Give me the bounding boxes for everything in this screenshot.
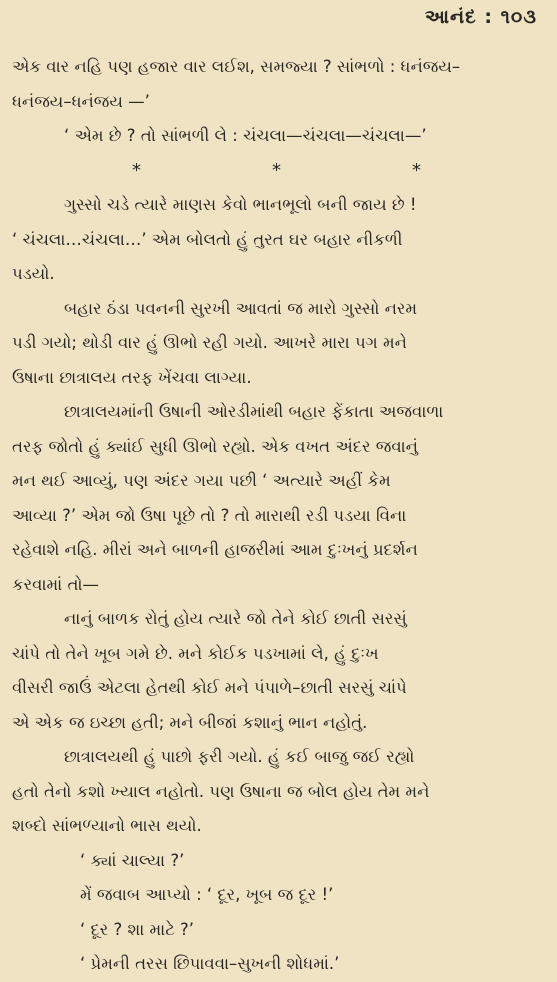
text-line: હતો તેનો કશો ખ્યાલ નહોતો. પણ ઉષાના જ બોલ હોય તેમ મને [12,781,430,801]
text-line: પડયો. [12,264,55,283]
text-line: ગુસ્સો ચડે ત્યારે માણસ કેવો ભાનભૂલો બની જાય છે ! [64,195,417,214]
text-line: આવ્યા ?’ એમ જો ઉષા પૂછે તો ? તો મારાથી રડી પડયા વિના [12,505,407,525]
text-line: કરવામાં તો— [12,574,100,594]
section-break-star: * [132,159,141,181]
section-break-star: * [272,159,281,181]
text-line: નાનું બાળક રોતું હોય ત્યારે જો તેને કોઈ છાતી સરસું [64,609,407,628]
dialogue-line: ‘ પ્રેમની તરસ છિપાવવા–સુખની શોધમાં.’ [80,954,340,973]
text-line: છાત્રાલયમાંની ઉષાની ઓરડીમાંથી બહાર ફેંકાતા અજવાળા [64,402,444,421]
text-line: ઉષાના છાત્રાલય તરફ ખેંચવા લાગ્યા. [12,367,252,387]
text-line: એ એક જ ઇચ્છા હતી; મને બીજાં કશાનું ભાન નહોતું. [12,712,368,732]
section-break [12,154,547,189]
text-line: ‘ એમ છે ? તો સાંભળી લે : ચંચલા—ચંચલા—ચંચલા—’ [64,126,427,145]
text-line: વીસરી જાઉં એટલા હેતથી કોઈ મને પંપાળે–છાતી સરસું ચાંપે [12,678,407,697]
text-line: ધનંજય–ધનંજય —’ [12,91,150,111]
body-text [12,50,547,982]
text-line: પડી ગયો; થોડી વાર હું ઊભો રહી ગયો. આખરે મારા પગ મને [12,333,407,352]
text-line: મન થઈ આવ્યું, પણ અંદર ગયા પછી ‘ અત્યારે અહીં કેમ [12,471,391,490]
text-line: ‘ ચંચલા…ચંચલા…’ એમ બોલતો હું તુરત ઘર બહાર નીકળી [12,229,403,249]
dialogue-line: ‘ ક્યાં ચાલ્યા ?’ [80,850,185,870]
dialogue-line: મેં જવાબ આપ્યો : ‘ દૂર, ખૂબ જ દૂર !’ [80,885,334,904]
section-break-star: * [412,159,421,181]
text-line: બહાર ઠંડા પવનની સુરખી આવતાં જ મારો ગુસ્સો નરમ [64,298,418,318]
text-line: શબ્દો સાંભળ્યાનો ભાસ થયો. [12,816,202,835]
text-line: છાત્રાલયથી હું પાછો ફરી ગયો. હું કઈ બાજુ જઈ રહ્યો [64,747,415,766]
text-line: તરફ જોતો હું ક્યાંઈ સુધી ઊભો રહ્યો. એક વખત અંદર જવાનું [12,436,418,456]
dialogue-line: ‘ દૂર ? શા માટે ?’ [80,919,195,939]
running-header: આનંદ : ૧૦૩ [424,6,537,28]
text-line: રહેવાશે નહિ. મીરાં અને બાળની હાજરીમાં આમ દુઃખનું પ્રદર્શન [12,540,418,559]
text-line: એક વાર નહિ પણ હજાર વાર લઈશ, સમજ્યા ? સાંભળો : ધનંજય– [12,57,461,76]
text-line: ચાંપે તો તેને ખૂબ ગમે છે. મને કોઈક પડખામાં લે, હું દુઃખ [12,643,379,663]
